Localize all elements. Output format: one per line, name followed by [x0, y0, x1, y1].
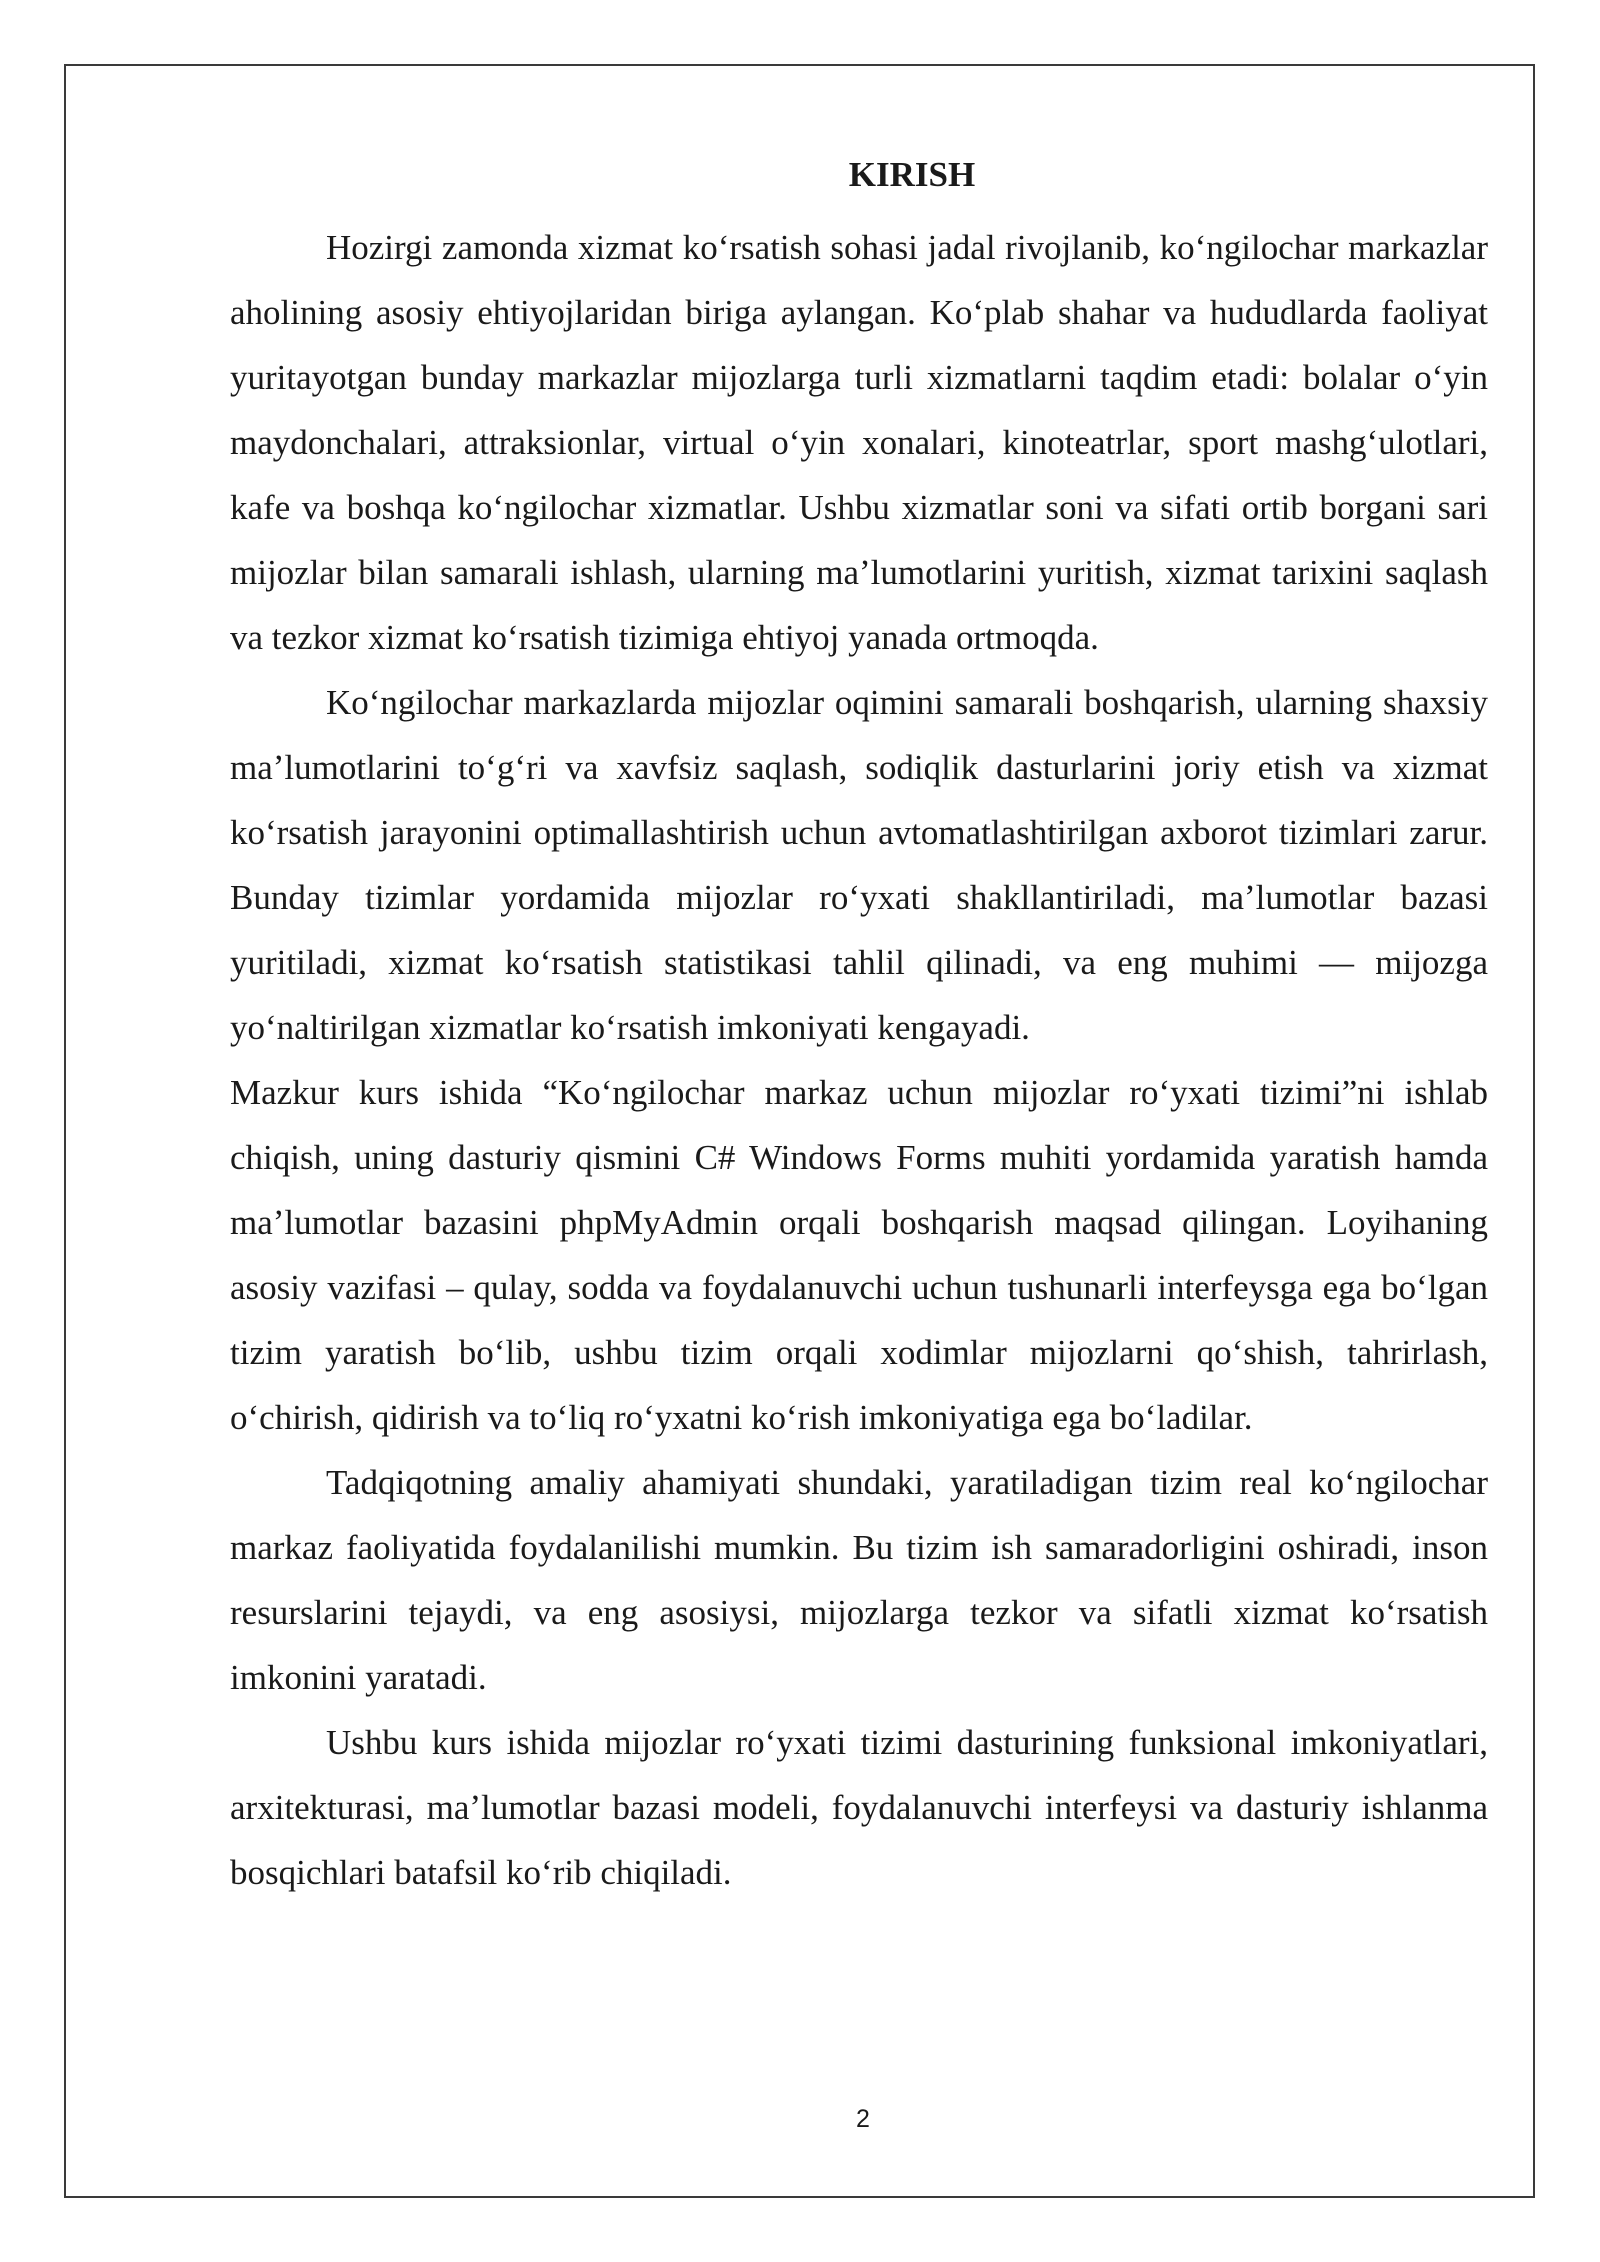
paragraph-1: Hozirgi zamonda xizmat koʻrsatish sohasi jadal rivojlanib, koʻngilochar markazlar aholining asosiy ehtiyojlaridan biriga aylangan. Koʻplab shahar va hududlarda faoliyat yuritayotgan bunday markazlar mijozlarga turli xizmatlarni taqdim etadi: bolalar oʻyin maydonchalari, attraksionlar, virtual oʻyin xonalari, kinoteatrlar, sport mashgʻulotlari, kafe va boshqa koʻngilochar xizmatlar. Ushbu xizmatlar soni va sifati ortib borgani sari mijozlar bilan samarali ishlash, ularning maʼlumotlarini yuritish, xizmat tarixini saqlash va tezkor xizmat koʻrsatish tizimiga ehtiyoj yanada ortmoqda. [230, 228, 1488, 657]
paragraph-5: Ushbu kurs ishida mijozlar roʻyxati tizimi dasturining funksional imkoniyatlari, arxitekturasi, maʼlumotlar bazasi modeli, foydalanuvchi interfeysi va dasturiy ishlanma bosqichlari batafsil koʻrib chiqiladi. [230, 1723, 1488, 1892]
page-number: 2 [856, 2105, 870, 2133]
paragraph-2: Koʻngilochar markazlarda mijozlar oqimini samarali boshqarish, ularning shaxsiy maʼlumotlarini toʻgʻri va xavfsiz saqlash, sodiqlik dasturlarini joriy etish va xizmat koʻrsatish jarayonini optimallashtirish uchun avtomatlashtirilgan axborot tizimlari zarur. Bunday tizimlar yordamida mijozlar roʻyxati shakllantiriladi, maʼlumotlar bazasi yuritiladi, xizmat koʻrsatish statistikasi tahlil qilinadi, va eng muhimi — mijozga yoʻnaltirilgan xizmatlar koʻrsatish imkoniyati kengayadi. [230, 683, 1488, 1047]
document-body [230, 150, 1488, 1905]
section-title: KIRISH [848, 155, 976, 194]
paragraph-4: Tadqiqotning amaliy ahamiyati shundaki, yaratiladigan tizim real koʻngilochar markaz faoliyatida foydalanilishi mumkin. Bu tizim ish samaradorligini oshiradi, inson resurslarini tejaydi, va eng asosiysi, mijozlarga tezkor va sifatli xizmat koʻrsatish imkonini yaratadi. [230, 1463, 1488, 1697]
paragraph-3: Mazkur kurs ishida “Koʻngilochar markaz uchun mijozlar roʻyxati tizimi”ni ishlab chiqish, uning dasturiy qismini C# Windows Forms muhiti yordamida yaratish hamda maʼlumotlar bazasini phpMyAdmin orqali boshqarish maqsad qilingan. Loyihaning asosiy vazifasi – qulay, sodda va foydalanuvchi uchun tushunarli interfeysga ega boʻlgan tizim yaratish boʻlib, ushbu tizim orqali xodimlar mijozlarni qoʻshish, tahrirlash, oʻchirish, qidirish va toʻliq roʻyxatni koʻrish imkoniyatiga ega boʻladilar. [230, 1073, 1488, 1437]
